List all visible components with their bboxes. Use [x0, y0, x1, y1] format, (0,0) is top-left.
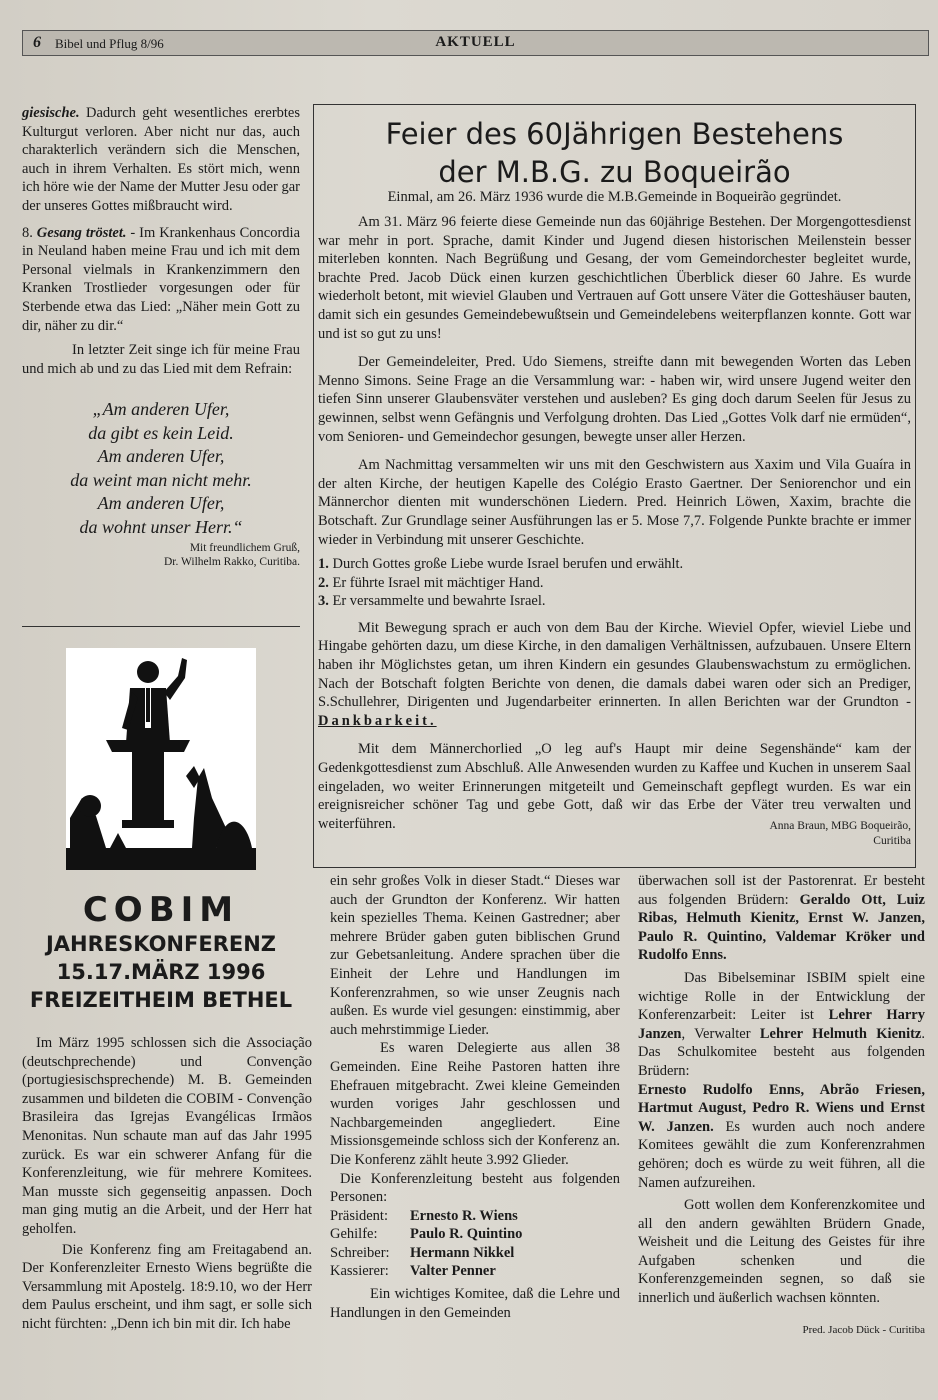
cobim-paragraph-1: Im März 1995 schlossen sich die Associação (deutschprechende) und Convenção (portugiesischsprechende) M. B. Gemeinden zusammen und bildeten die COBIM - Convenção Brasileira das Igrejas Evangélicas Irmãos Menonitas. Nun schaute man auf das Jahr 1995 zurück. Es war ein schwerer Anfang für die Konferenzleitung, wie für mehrere Komitees. Man musste sich gegenseitig anpassen. Doch man ging mutig an die Arbeit, und der Herr hat geholfen.: [22, 1035, 312, 1237]
anniversary-body: [318, 213, 911, 849]
cobim-article: [22, 1034, 312, 1334]
refrain-poem: [22, 398, 300, 539]
officer-row: Präsident: Ernesto R. Wiens: [330, 1207, 518, 1224]
right-paragraph-1: überwachen soll ist der Pastorenrat. Er besteht aus folgenden Brüdern: Geraldo Ott, Luiz Ribas, Helmuth Kienitz, Ernst W. Janzen, Paulo R. Quintino, Valdemar Kröker und Rudolfo Enns.: [638, 873, 925, 964]
officer-row: Gehilfe: Paulo R. Quintino: [330, 1226, 523, 1243]
cobim-subtitle-2: 15.17.MÄRZ 1996: [56, 960, 266, 984]
anniversary-signature: Anna Braun, MBG Boqueirão, Curitiba: [769, 820, 911, 848]
officer-row: Schreiber: Hermann Nikkel: [330, 1244, 515, 1261]
poem-line: „Am anderen Ufer,: [92, 399, 230, 420]
cobim-heading: [22, 890, 300, 1014]
anniversary-paragraph-4: Mit Bewegung sprach er auch von dem Bau der Kirche. Wieviel Opfer, wieviel Liebe und Hingabe gehörten dazu, um diese Kirche, in den damaligen Verhältnissen, aufzubauen. Unsere Eltern haben ihr Möglichstes getan, um ihren Kindern ein gesundes Glaubenswachstum zu ermöglichen. Nach der Botschaft folgten Berichte von denen, die damals dabei waren oder sich an Prediger, S.Schullehrer, Dirigenten und Jugendarbeiter erinnerten. In allen Berichten war der Grundton - Dankbarkeit.: [318, 619, 911, 729]
anniversary-paragraph-2: Der Gemeindeleiter, Pred. Udo Siemens, streifte dann mit bewegenden Worten das Leben Menno Simons. Seine Frage an die Versammlung war: - haben wir, wird unsere Jugend weiter den tiefen Sinn unserer Glaubensväter verstehen und ausleben? Es ging doch darum Seelen für Jesus zu gewinnen, selbst wenn Gefängnis und Verfolgung drohten. Das Lied „Gottes Volk darf nie ermüden“, vom Senioren- und Gemeindechor gesungen, bewegte unser aller Herzen.: [318, 354, 911, 445]
left-paragraph-1: giesische. Dadurch geht wesentliches ererbtes Kulturgut verloren. Aber nicht nur das, auch charakterlich verändern sich die Menschen, auch in ihrem Verhalten. Es stört mich, wenn ich höre wie der Name der Mutter Jesu oder gar der unseres Gottes mißbraucht wird.: [22, 105, 300, 214]
anniversary-paragraph-1: Am 31. März 96 feierte diese Gemeinde nun das 60jährige Bestehen. Der Morgengottesdienst war mehr in port. Sprache, damit Kinder und Jugend diesen historischen Meilenstein besser miterleben konnten. Nach Begrüßung und Gesang, der vom Gemeindorchester begleitet wurde, brachte Pred. Jacob Dück einen kurzen geschichtlichen Überblick dieser 60 Jahre. Es wurde wiederholt betont, mit wieviel Glauben und Vertrauen auf Gott unsere Väter die Gotteshäuser bauten, damit sich ein gesundes Gemeindebewußtsein und Gemeindelebens weiterpflanzen konnte. Gott war und ist so gut zu uns!: [318, 214, 911, 342]
list-item: 2. Er führte Israel mit mächtiger Hand.: [318, 574, 544, 591]
poem-line: da weint man nicht mehr.: [70, 469, 252, 490]
anniversary-paragraph-5: Mit dem Männerchorlied „O leg auf's Haupt mir deine Segenshände“ kam der Gedenkgottesdienst zum Abschluß. Alle Anwesenden wurden zu Kaffee und Kuchen in unserem Saal eingeladen, wo weiter Erinnerungen mitgeteilt und Gemeinschaft gepflegt wurden. Es war ein ereignisreicher schöner Tag und gebe Gott, daß wir das Erbe der Väter treu verwalten und weiterführen.: [318, 741, 911, 832]
publication-name: Bibel und Pflug 8/96: [55, 36, 164, 51]
poem-line: Am anderen Ufer,: [97, 493, 225, 514]
cobim-title: COBIM: [82, 890, 240, 930]
poem-line: da wohnt unser Herr.“: [79, 516, 243, 537]
mid-paragraph-3: Die Konferenzleitung besteht aus folgenden Personen:: [330, 1170, 620, 1206]
conference-signature: Pred. Jacob Dück - Curitiba: [802, 1323, 925, 1336]
anniversary-intro: Einmal, am 26. März 1936 wurde die M.B.Gemeinde in Boqueirão gegründet.: [387, 189, 842, 205]
column-divider: [22, 626, 300, 627]
mid-paragraph-4: Ein wichtiges Komitee, daß die Lehre und Handlungen in den Gemeinden: [330, 1286, 620, 1321]
section-title: AKTUELL: [435, 34, 516, 50]
right-paragraph-2: Das Bibelseminar ISBIM spielt eine wichtige Rolle in der Entwicklung der Konferenzarbeit: Leiter ist Lehrer Harry Janzen, Verwalter Lehrer Helmuth Kienitz. Das Schulkomitee besteht aus folgenden Brüdern: Ernesto Rudolfo Enns, Abrão Friesen, Hartmut August, Pedro R. Wiens und Ernst W. Janzen. Es wurden auch noch andere Komitees gewählt die zum Konferenzrahmen gehören; doch es würde zu weit führen, all die Namen aufzureihen.: [638, 969, 925, 1191]
left-paragraph-3: In letzter Zeit singe ich für meine Frau und mich ab und zu das Lied mit dem Refrain:: [22, 342, 300, 377]
cobim-subtitle-3: FREIZEITHEIM BETHEL: [29, 988, 293, 1012]
preacher-pulpit-illustration: [66, 648, 256, 870]
left-paragraph-2: 8. Gesang tröstet. - Im Krankenhaus Concordia in Neuland haben meine Frau und ich mit dem Personal vielmals in Krankenzimmern den Kranken Trostlieder vorgesungen oder für Sterbende etwa das Lied: „Näher mein Gott zu dir, näher zu dir.“: [22, 224, 301, 334]
right-column: [638, 872, 925, 1336]
officer-row: Kassierer: Valter Penner: [330, 1263, 496, 1280]
cobim-paragraph-2: Die Konferenz fing am Freitagabend an. Der Konferenzleiter Ernesto Wiens begrüßte die Versammlung mit Apostelg. 18:9.10, wo der Herr dem Paulus erscheint, und ihm sagt, er solle sich nicht fürchten: „Denn ich bin mit dir. Ich habe: [22, 1241, 312, 1332]
middle-column: [330, 872, 620, 1322]
sermon-points-list: [318, 555, 911, 611]
letter-signature: Mit freundlichem Gruß, Dr. Wilhelm Rakko, Curitiba.: [163, 542, 300, 569]
poem-line: Am anderen Ufer,: [97, 446, 225, 467]
anniversary-title: Feier des 60Jährigen Bestehens der M.B.G. zu Boqueirão: [385, 117, 844, 189]
poem-line: da gibt es kein Leid.: [88, 422, 234, 443]
page-number: 6: [33, 34, 41, 51]
anniversary-paragraph-3: Am Nachmittag versammelten wir uns mit den Geschwistern aus Xaxim und Vila Guaíra in der alten Kirche, der heutigen Kapelle des Colégio Erasto Gaertner. Der Seniorenchor und ein Männerchor dienten mit wunderschönen Liedern. Pred. Heinrich Löwen, Xaxim, brachte die Botschaft. Zur Grundlage seiner Ausführungen las er 5. Mose 7,7. Folgende Punkte brachte er immer wieder in Verbindung mit unserer Geschichte.: [318, 457, 911, 548]
mid-paragraph-2: Es waren Delegierte aus allen 38 Gemeinden. Eine Reihe Pastoren hatten ihre Ehefrauen mitgebracht. Zwei kleine Gemeinden wurden voriges Jahr geschlossen und Nachbargemeinden angegliedert. Eine Missionsgemeinde schloss sich der Konferenz an. Die Konferenz zählt heute 3.992 Glieder.: [330, 1040, 620, 1168]
mid-paragraph-1: ein sehr großes Volk in dieser Stadt.“ Dieses war auch der Grundton der Konferenz. Wir hatten kein spezielles Thema. Keinen Gastredner; aber mehrere Brüder gaben guten biblischen Grund zur Gebetsanleitung. Andere sprachen über die Einheit der Lehre und Handlungen im Konferenzrahmen, so wie unser Zeugnis nach außen. Es wurde viel gesungen: einstimmig, aber auch mehrstimmige Lieder.: [330, 873, 620, 1038]
officers-list: [330, 1207, 620, 1281]
page-header: [22, 30, 929, 56]
right-paragraph-3: Gott wollen dem Konferenzkomitee und all den andern gewählten Brüdern Gnade, Weisheit und die Leitung des Geistes für ihre Aufgaben schenken und die Konferenzgemeinden segnen, so daß sie innerlich und äußerlich wachsen könnten.: [638, 1197, 925, 1307]
list-item: 1. Durch Gottes große Liebe wurde Israel berufen und erwählt.: [318, 556, 684, 573]
cobim-subtitle-1: JAHRESKONFERENZ: [45, 932, 277, 956]
anniversary-article-box: [313, 104, 916, 868]
left-column: [22, 104, 300, 569]
list-item: 3. Er versammelte und bewahrte Israel.: [318, 593, 546, 610]
